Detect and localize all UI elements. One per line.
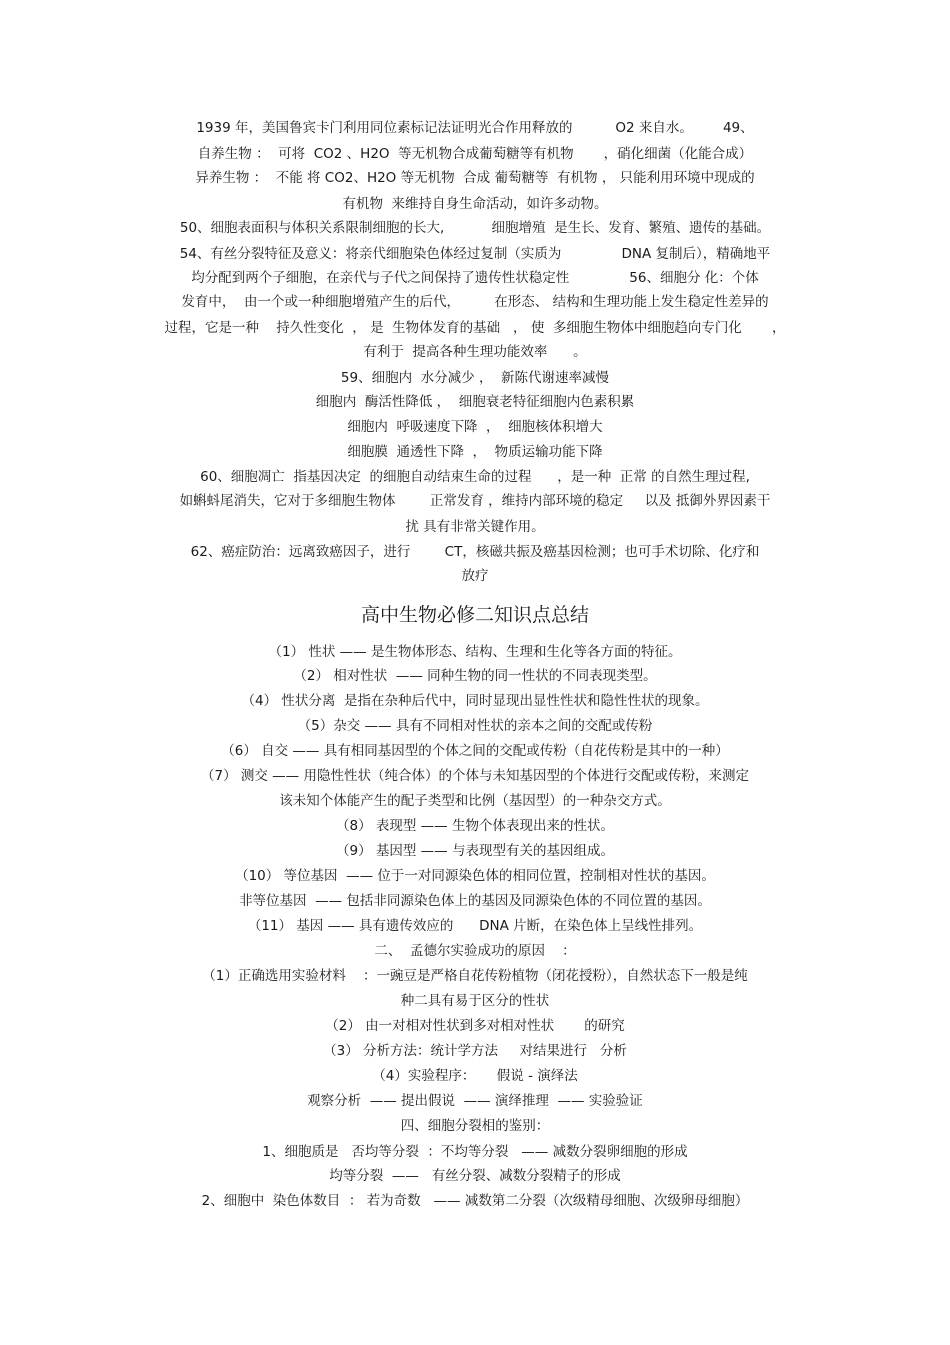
text-line: （1） 性状 —— 是生物体形态、结构、生理和生化等各方面的特征。 — [268, 644, 682, 660]
text-line: （11） 基因 —— 具有遗传效应的 DNA 片断，在染色体上呈线性排列。 — [247, 918, 703, 934]
text-line: 种二具有易于区分的性状 — [400, 993, 550, 1009]
text-line: （10） 等位基因 —— 位于一对同源染色体的相同位置，控制相对性状的基因。 — [235, 868, 715, 884]
text-line: （4） 性状分离 是指在杂种后代中，同时显现出显性性状和隐性性状的现象。 — [241, 693, 709, 709]
text-line: 非等位基因 —— 包括非同源染色体上的基因及同源染色体的不同位置的基因。 — [239, 893, 711, 909]
text-line: （2） 由一对相对性状到多对相对性状 的研究 — [325, 1018, 625, 1034]
text-line: （5）杂交 —— 具有不同相对性状的亲本之间的交配或传粉 — [297, 718, 653, 734]
text-line: 均等分裂 —— 有丝分裂、减数分裂精子的形成 — [329, 1168, 621, 1184]
text-line: （3） 分析方法：统计学方法 对结果进行 分析 — [323, 1043, 627, 1059]
text-line: 1、细胞质是 否均等分裂 ：不均等分裂 —— 减数分裂卵细胞的形成 — [262, 1144, 688, 1160]
text-line: 54、有丝分裂特征及意义：将亲代细胞染色体经过复制（实质为 DNA 复制后），精确地平 — [179, 246, 771, 262]
text-line: （9） 基因型 —— 与表现型有关的基因组成。 — [336, 843, 614, 859]
text-line: （6） 自交 —— 具有相同基因型的个体之间的交配或传粉（自花传粉是其中的一种） — [221, 743, 729, 759]
text-line: （2） 相对性状 —— 同种生物的同一性状的不同表现类型。 — [293, 668, 657, 684]
text-line: 如蝌蚪尾消失，它对于多细胞生物体 正常发育 ，维持内部环境的稳定 以及 抵御外界因素干 — [179, 493, 771, 509]
text-line: 过程，它是一种 持久性变化 ， 是 生物体发育的基础 ， 使 多细胞生物体中细胞趋向专门化 ， — [164, 320, 786, 336]
text-line: （8） 表现型 —— 生物个体表现出来的性状。 — [336, 818, 614, 834]
text-line: 细胞内 呼吸速度下降 ， 细胞核体积增大 — [347, 419, 603, 435]
text-line: 均分配到两个子细胞，在亲代与子代之间保持了遗传性状稳定性 56、细胞分 化：个体 — [191, 270, 759, 286]
text-line: （7） 测交 —— 用隐性性状（纯合体）的个体与未知基因型的个体进行交配或传粉，来测定 — [201, 768, 749, 784]
text-line: 50、细胞表面积与体积关系限制细胞的长大, 细胞增殖 是生长、发育、繁殖、遗传的基础。 — [179, 220, 771, 236]
text-line: 扰 具有非常关键作用。 — [405, 519, 545, 535]
text-line: 观察分析 —— 提出假说 —— 演绎推理 —— 实验验证 — [307, 1093, 643, 1109]
text-line: 异养生物 ： 不能 将 CO2、H2O 等无机物 合成 葡萄糖等 有机物 ， 只能利用环境中现成的 — [195, 170, 755, 186]
text-line: 自养生物 ： 可将 CO2 、H2O 等无机物合成葡萄糖等有机物 ，硝化细菌（化能合成） — [197, 146, 753, 162]
text-line: 60、细胞凋亡 指基因决定 的细胞自动结束生命的过程 ，是一种 正常 的自然生理过程, — [200, 469, 750, 485]
text-line: 细胞内 酶活性降低 ， 细胞衰老特征细胞内色素积累 — [315, 394, 635, 410]
text-line: 1939 年，美国鲁宾卡门利用同位素标记法证明光合作用释放的 O2 来自水。 49、 — [196, 120, 754, 136]
text-line: 二、 孟德尔实验成功的原因 ： — [374, 943, 576, 959]
text-line: 发育中， 由一个或一种细胞增殖产生的后代， 在形态、 结构和生理功能上发生稳定性差异的 — [181, 294, 769, 310]
text-line: 放疗 — [461, 568, 489, 584]
section-heading: 高中生物必修二知识点总结 — [360, 604, 589, 626]
text-line: （4）实验程序： 假说 - 演绎法 — [372, 1068, 578, 1084]
text-line: 2、细胞中 染色体数目 ： 若为奇数 —— 减数第二分裂（次级精母细胞、次级卵母细胞） — [201, 1193, 749, 1209]
text-line: 四、细胞分裂相的鉴别： — [400, 1118, 550, 1134]
text-line: 59、细胞内 水分减少 ， 新陈代谢速率减慢 — [340, 370, 610, 386]
text-line: 有利于 提高各种生理功能效率 。 — [363, 344, 587, 360]
text-line: （1）正确选用实验材料 ：一豌豆是严格自花传粉植物（闭花授粉），自然状态下一般是纯 — [202, 968, 748, 984]
text-line: 该未知个体能产生的配子类型和比例（基因型）的一种杂交方式。 — [279, 793, 671, 809]
text-line: 细胞膜 通透性下降 ， 物质运输功能下降 — [347, 444, 603, 460]
text-line: 62、癌症防治：远离致癌因子，进行 CT，核磁共振及癌基因检测；也可手术切除、化疗和 — [190, 544, 760, 560]
text-line: 有机物 来维持自身生命活动，如许多动物。 — [342, 196, 608, 212]
